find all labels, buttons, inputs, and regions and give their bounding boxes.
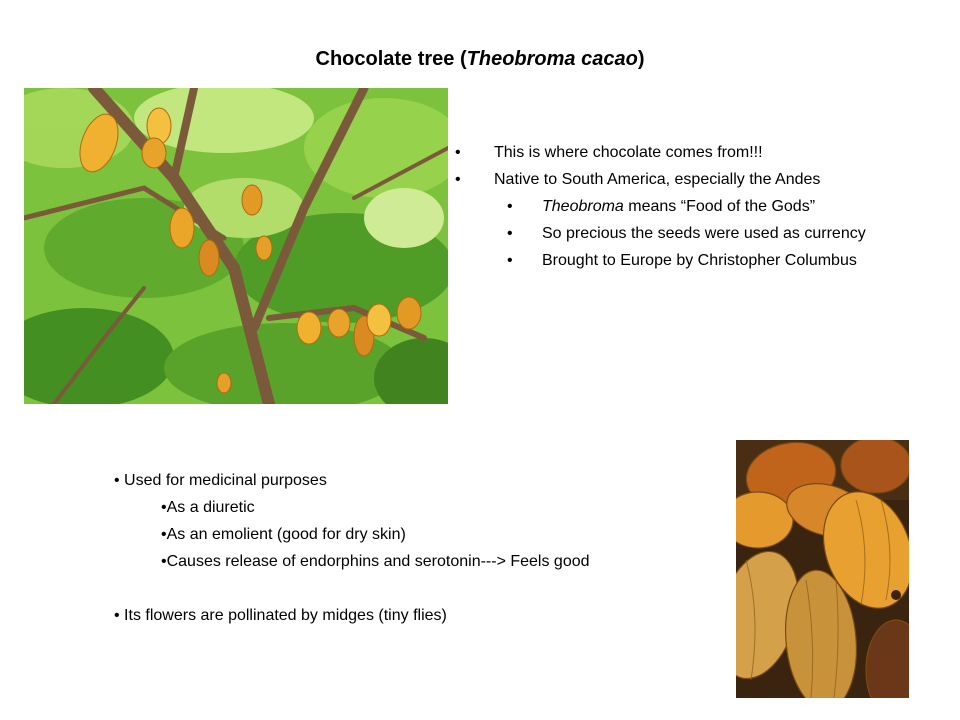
bullet-dot: • <box>507 198 513 215</box>
list-item <box>455 139 866 166</box>
list-item <box>455 247 866 274</box>
bullet-dot: • <box>507 225 513 242</box>
right-bullet-list <box>455 139 866 274</box>
title-italic: Theobroma cacao <box>466 48 638 70</box>
bullet-dot: • <box>455 144 461 161</box>
list-item <box>455 220 866 247</box>
list-item <box>455 166 866 193</box>
list-item-italic: Theobroma <box>542 198 624 215</box>
list-item: • Its flowers are pollinated by midges (tiny flies) <box>114 607 447 624</box>
bullet-dot: • <box>455 171 461 188</box>
cacao-pods-photo <box>736 440 909 698</box>
bullet-dot: • <box>507 252 513 269</box>
list-item-text: Brought to Europe by Christopher Columbus <box>542 252 857 269</box>
list-item-text: means “Food of the Gods” <box>623 198 816 215</box>
list-subitem: •As an emolient (good for dry skin) <box>161 526 406 543</box>
left-bullet-list <box>114 467 590 629</box>
list-item-text: So precious the seeds were used as currency <box>542 225 866 242</box>
list-item-text: Native to South America, especially the Andes <box>494 171 821 188</box>
list-item-text: This is where chocolate comes from!!! <box>494 144 763 161</box>
title-prefix: Chocolate tree ( <box>315 48 467 70</box>
title-suffix: ) <box>637 48 645 70</box>
list-subitem: •Causes release of endorphins and serotonin---> Feels good <box>161 553 590 570</box>
list-item: • Used for medicinal purposes <box>114 472 327 489</box>
spacer <box>114 575 590 602</box>
cacao-tree-photo <box>24 88 448 404</box>
list-subitem: •As a diuretic <box>161 499 255 516</box>
list-item <box>455 193 866 220</box>
slide-title <box>0 48 960 71</box>
